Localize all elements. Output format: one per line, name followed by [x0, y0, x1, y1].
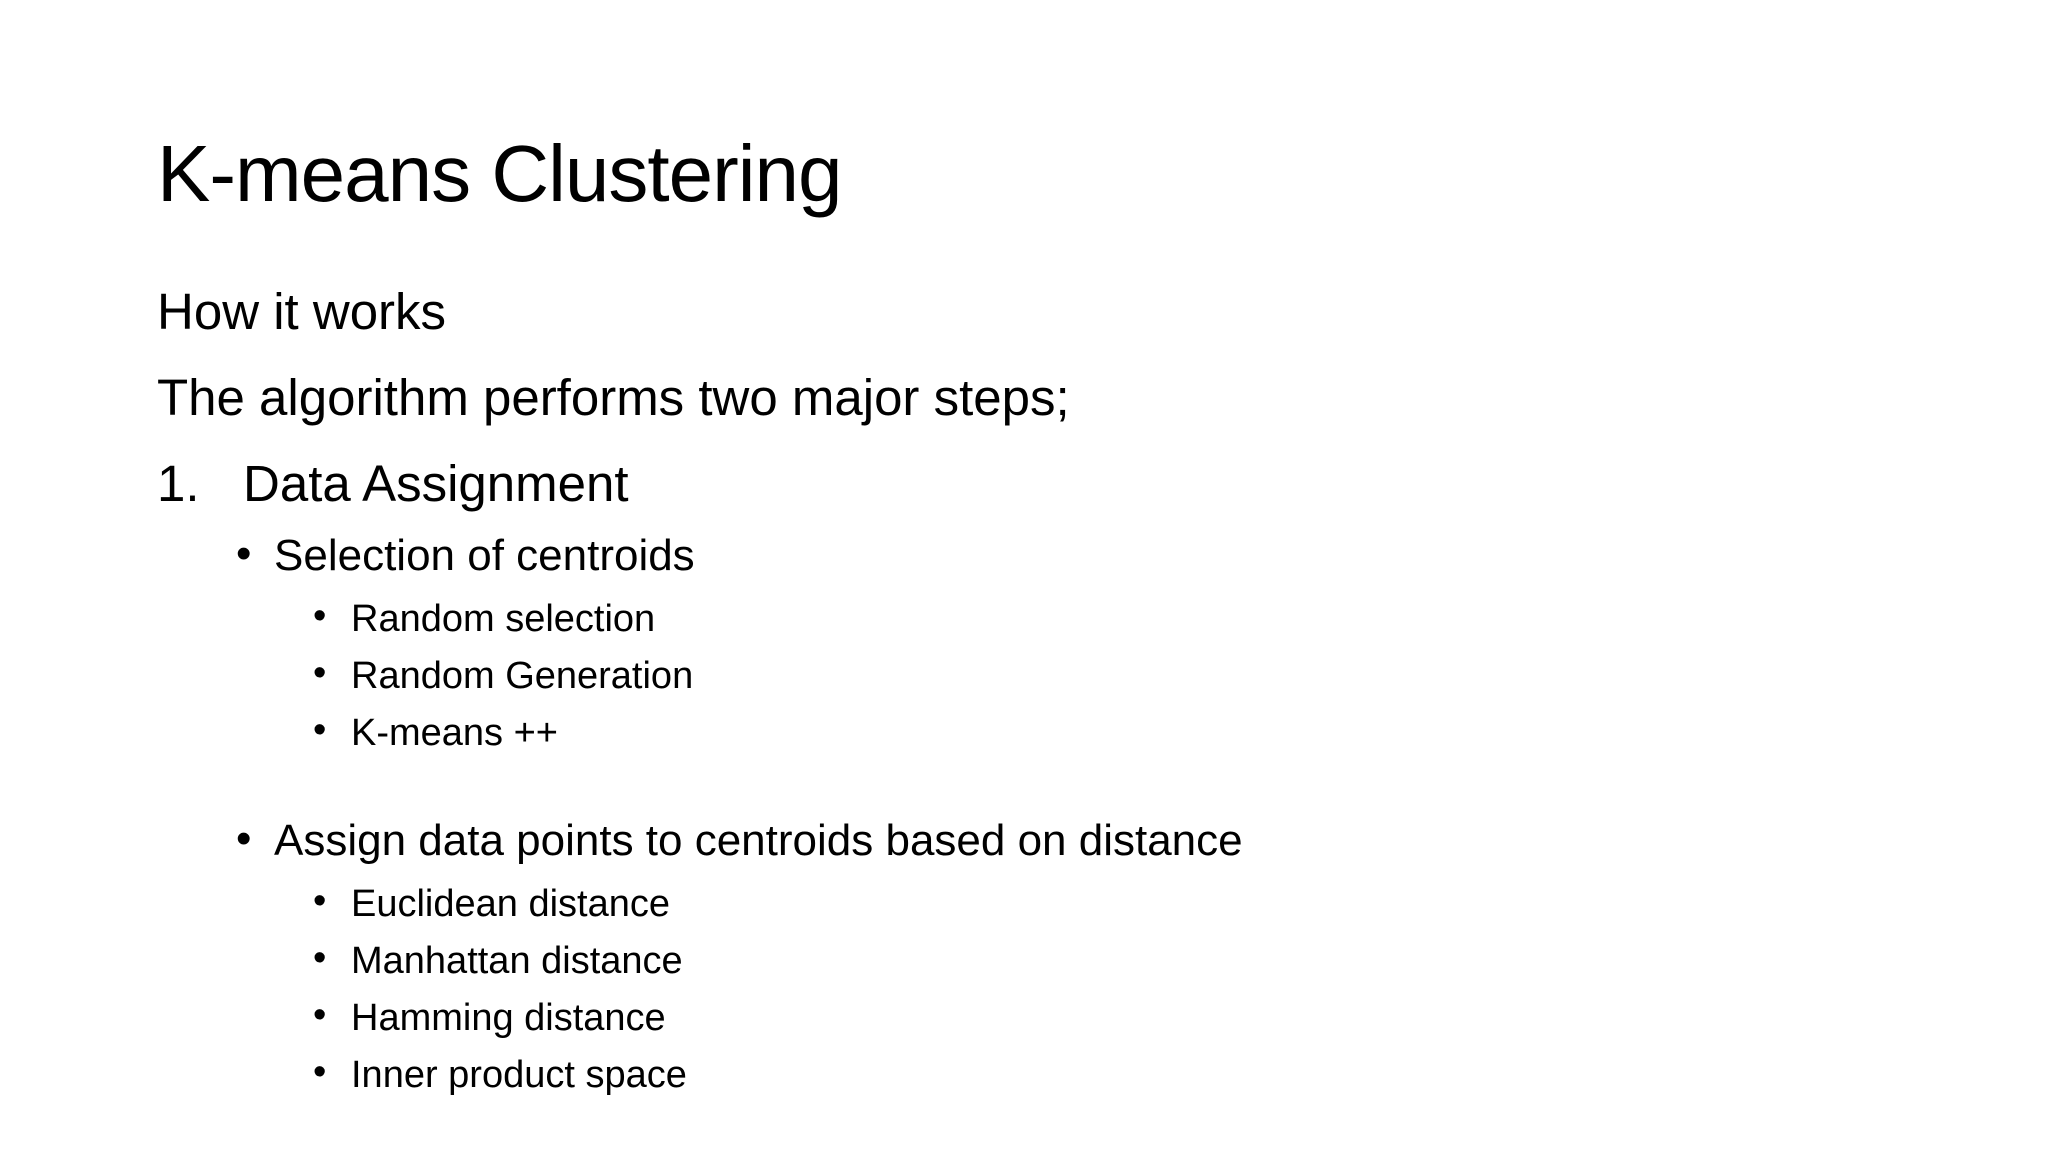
slide-title: K-means Clustering	[157, 129, 842, 218]
list-item-text: Hamming distance	[351, 997, 666, 1039]
list-item-text: Euclidean distance	[351, 883, 670, 925]
list-item	[313, 653, 1713, 699]
step-item	[157, 454, 1357, 514]
bullet-icon: •	[236, 529, 252, 578]
section-heading-text: Assign data points to centroids based on distance	[274, 816, 1243, 865]
bullet-icon: •	[313, 880, 327, 922]
step-label: Data Assignment	[243, 455, 629, 512]
list-item	[313, 995, 1713, 1041]
bullet-icon: •	[236, 814, 252, 863]
intro-line-how-it-works: How it works	[157, 283, 447, 340]
intro-line-two-steps: The algorithm performs two major steps;	[157, 369, 1070, 426]
step-number: 1.	[157, 455, 200, 512]
bullet-icon: •	[313, 652, 327, 694]
list-item	[313, 596, 1713, 642]
bullet-icon: •	[313, 1051, 327, 1093]
section-heading-assign	[236, 815, 1836, 867]
list-item	[313, 710, 1713, 756]
section-heading-text: Selection of centroids	[274, 531, 695, 580]
list-item-text: K-means ++	[351, 712, 558, 754]
bullet-icon: •	[313, 709, 327, 751]
list-item-text: Manhattan distance	[351, 940, 683, 982]
bullet-icon: •	[313, 595, 327, 637]
list-item-text: Random selection	[351, 598, 656, 640]
list-item-text: Random Generation	[351, 655, 694, 697]
bullet-icon: •	[313, 937, 327, 979]
bullet-icon: •	[313, 994, 327, 1036]
section-heading-selection	[236, 530, 1636, 582]
list-item	[313, 881, 1713, 927]
list-item	[313, 938, 1713, 984]
list-item	[313, 1052, 1713, 1098]
list-item-text: Inner product space	[351, 1054, 687, 1096]
